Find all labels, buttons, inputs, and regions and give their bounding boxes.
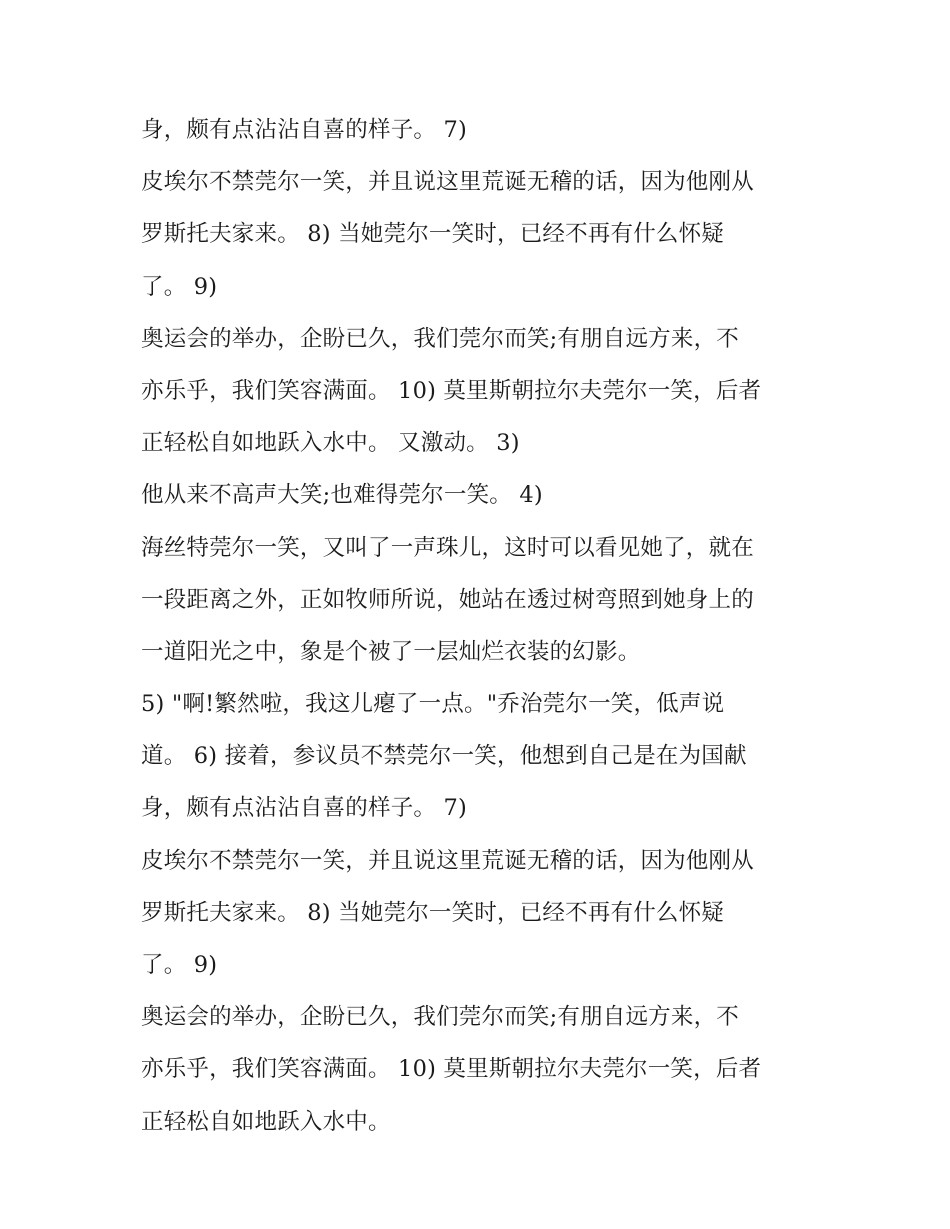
text-line: 了。 9) — [141, 273, 218, 300]
text-line: 5) "啊!繁然啦，我这儿瘪了一点。"乔治莞尔一笑，低声说 — [141, 691, 725, 718]
text-line: 身，颇有点沾沾自喜的样子。 7) — [141, 117, 467, 143]
text-line: 海丝特莞尔一笑，又叫了一声珠儿，这时可以看见她了，就在 — [141, 534, 754, 561]
text-line: 亦乐乎，我们笑容满面。 10) 莫里斯朝拉尔夫莞尔一笑，后者 — [141, 1056, 762, 1083]
text-line: 奥运会的举办，企盼已久，我们莞尔而笑;有朋自远方来，不 — [141, 1004, 739, 1031]
text-line: 他从来不高声大笑;也难得莞尔一笑。 4) — [141, 482, 543, 509]
text-line: 一段距离之外，正如牧师所说，她站在透过树弯照到她身上的 — [141, 586, 754, 613]
text-line: 皮埃尔不禁莞尔一笑，并且说这里荒诞无稽的话，因为他刚从 — [141, 169, 754, 196]
text-line: 奥运会的举办，企盼已久，我们莞尔而笑;有朋自远方来，不 — [141, 325, 739, 352]
text-line: 正轻松自如地跃入水中。 又激动。 3) — [141, 430, 520, 457]
text-line: 正轻松自如地跃入水中。 — [141, 1108, 391, 1135]
text-line: 了。 9) — [141, 952, 218, 978]
text-line: 皮埃尔不禁莞尔一笑，并且说这里荒诞无稽的话，因为他刚从 — [141, 847, 754, 874]
text-line: 亦乐乎，我们笑容满面。 10) 莫里斯朝拉尔夫莞尔一笑，后者 — [141, 377, 762, 404]
document-body — [141, 104, 841, 1148]
text-line: 罗斯托夫家来。 8) 当她莞尔一笑时，已经不再有什么怀疑 — [141, 221, 724, 248]
text-line: 身，颇有点沾沾自喜的样子。 7) — [141, 795, 467, 822]
text-line: 一道阳光之中，象是个被了一层灿烂衣装的幻影。 — [141, 638, 641, 665]
text-line: 罗斯托夫家来。 8) 当她莞尔一笑时，已经不再有什么怀疑 — [141, 899, 724, 926]
text-line: 道。 6) 接着，参议员不禁莞尔一笑，他想到自己是在为国献 — [141, 743, 747, 770]
